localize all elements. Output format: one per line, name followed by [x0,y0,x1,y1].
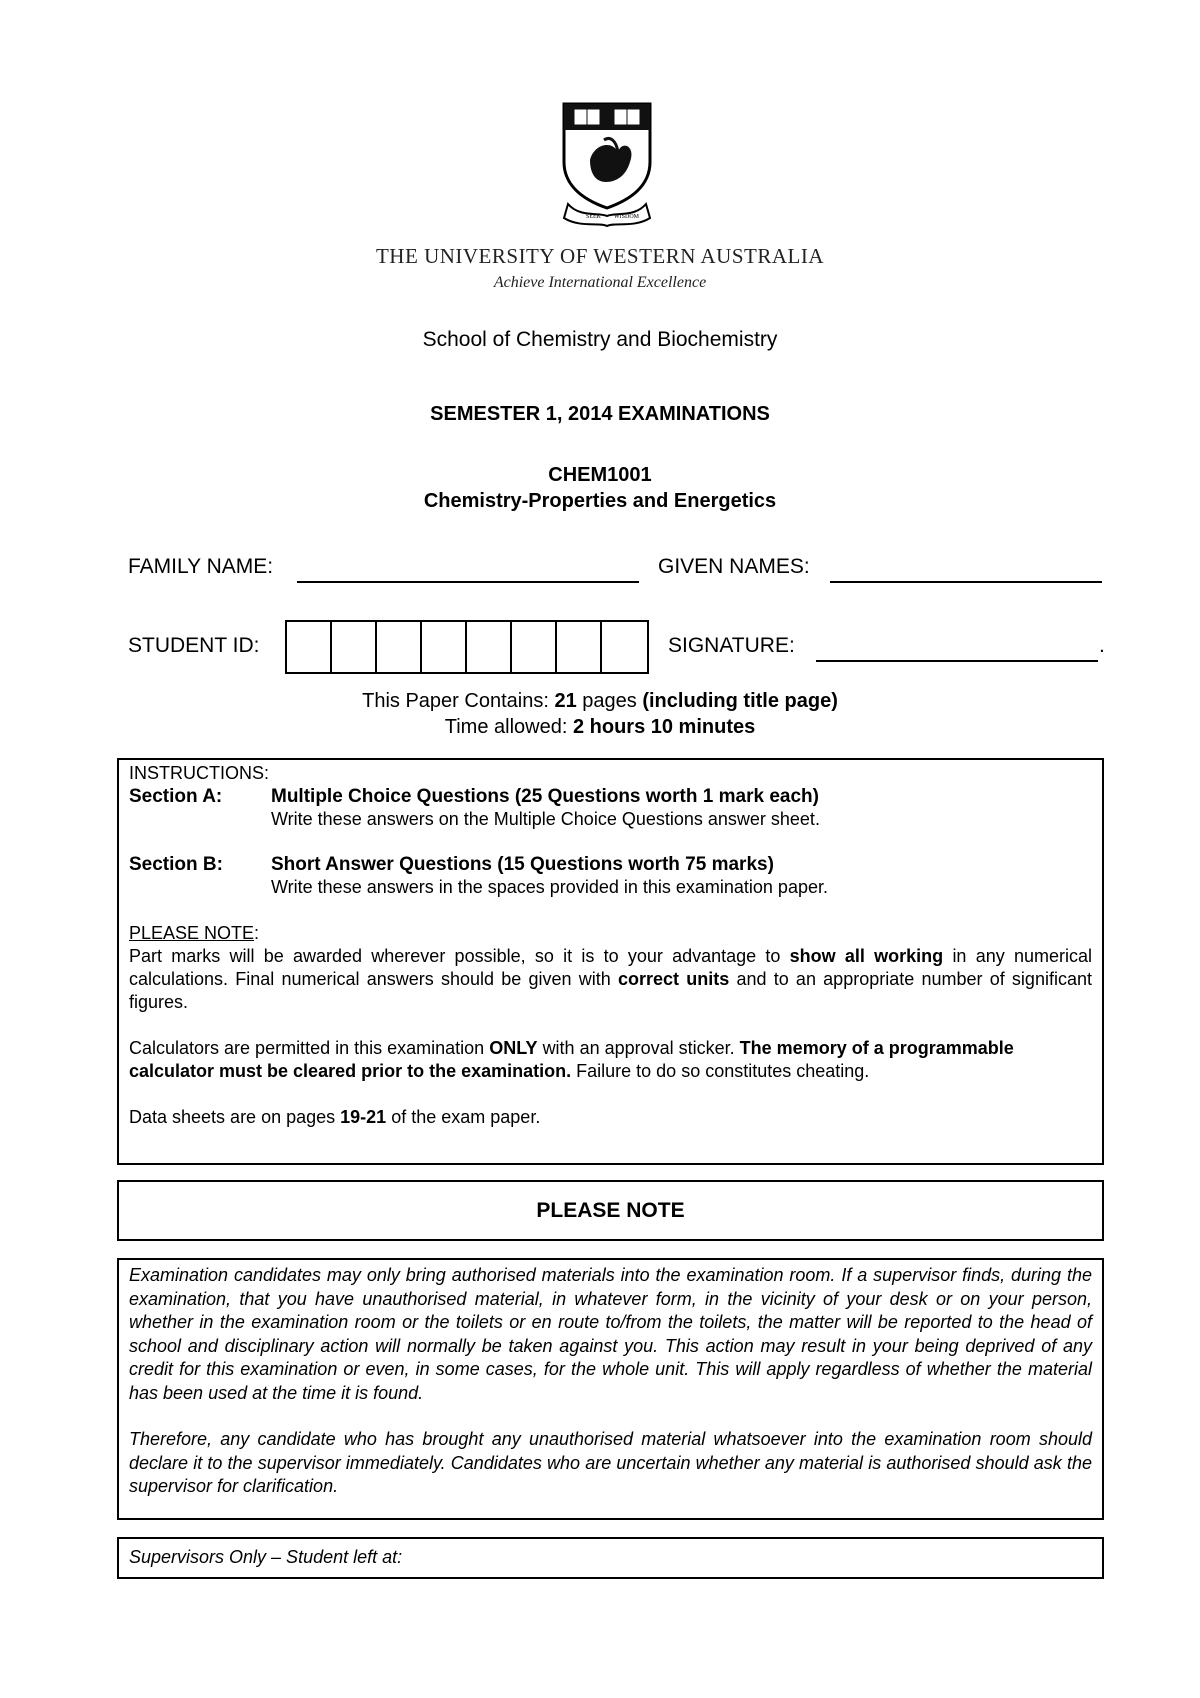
student-id-digit-box[interactable] [332,622,377,672]
paper-contains [0,690,1200,713]
school-name: School of Chemistry and Biochemistry [422,328,778,351]
data-text-2: of the exam paper. [391,1107,541,1127]
signature-end: . [1099,634,1105,657]
pages-unit: pages [582,690,637,712]
student-id-digit-box[interactable] [602,622,647,672]
section-b [129,853,1092,899]
data-pages: 19-21 [340,1107,387,1127]
section-b-title: Short Answer Questions (15 Questions worth 75 marks) [271,854,774,875]
section-a-title: Multiple Choice Questions (25 Questions worth 1 mark each) [271,786,819,807]
uni-name-the: THE [375,244,419,268]
signature-label: SIGNATURE: [668,634,795,657]
supervisors-text: Supervisors Only – Student left at: [129,1547,403,1567]
data-sheets-text [129,1106,1092,1129]
student-id-digit-box[interactable] [287,622,332,672]
family-name-label: FAMILY NAME: [128,555,274,578]
calc-bold-1: ONLY [489,1038,538,1058]
contains-label: This Paper Contains: [362,690,549,712]
instructions-box [117,758,1104,1165]
student-id-boxes[interactable] [285,620,649,674]
please-note-underlined: PLEASE NOTE [129,923,255,943]
course-title: Chemistry-Properties and Energetics [423,490,777,512]
please-note-heading: PLEASE NOTE [536,1198,685,1222]
given-names-label: GIVEN NAMES: [658,555,810,578]
part-marks-1: Part marks will be awarded wherever possible, so it is to your advantage to [129,946,781,966]
calculator-text [129,1037,1092,1083]
page-count: 21 [554,690,577,712]
part-marks-bold-2: correct units [617,969,730,989]
university-name [0,244,1200,269]
please-note-colon: : [254,923,260,943]
university-motto: Achieve International Excellence [493,274,707,291]
uni-name-of: OF [560,244,588,268]
student-id-digit-box[interactable] [422,622,467,672]
part-marks-3: and to an appropriate number of significant figures. [129,969,1092,1012]
uni-name-university: UNIVERSITY [424,244,555,268]
section-b-label: Section B: [129,854,223,875]
part-marks-2: in any numerical calculations. Final numerical answers should be given with [129,946,1092,989]
student-id-digit-box[interactable] [512,622,557,672]
pages-note: (including title page) [642,690,838,712]
time-allowed [0,716,1200,739]
student-id-digit-box[interactable] [557,622,602,672]
family-name-line[interactable] [297,563,639,583]
given-names-line[interactable] [830,563,1102,583]
please-note-subheading [129,922,1092,945]
instructions-heading: INSTRUCTIONS: [129,763,270,783]
please-note-para-1: Examination candidates may only bring authorised materials into the examination room. If a supervisor finds, during the examination, that you have unauthorised material, in whatever form, in the vicinity of your desk or on your person, whether in the examination room or the toilets or en route to/from the toilets, the matter will be reported to the head of school and disciplinary action will normally be taken against you. This action may result in your being deprived of any credit for this examination or even, in some cases, for the whole unit. This will apply regardless of whether the material has been used at the time it is found. [129,1265,1092,1403]
semester-title: SEMESTER 1, 2014 EXAMINATIONS [430,403,770,425]
data-text-1: Data sheets are on pages [129,1107,336,1127]
student-id-digit-box[interactable] [467,622,512,672]
crest-motto-left: SEEK [586,214,601,220]
calc-text-1: Calculators are permitted in this examination [129,1038,485,1058]
course-code: CHEM1001 [548,464,652,486]
section-a-desc: Write these answers on the Multiple Choice Questions answer sheet. [271,809,820,829]
student-id-digit-box[interactable] [377,622,422,672]
signature-line[interactable] [816,642,1098,662]
uni-name-australia: AUSTRALIA [700,244,825,268]
part-marks-bold-1: show all working [789,946,944,966]
section-a [129,785,1092,831]
calc-bold-2: The memory of a programmable calculator must be cleared prior to the examination. [129,1038,1014,1081]
part-marks-text [129,945,1092,1014]
calc-text-3: Failure to do so constitutes cheating. [576,1061,870,1081]
student-id-label: STUDENT ID: [128,634,260,657]
time-value: 2 hours 10 minutes [572,716,756,738]
calc-text-2: with an approval sticker. [542,1038,735,1058]
please-note-para-2: Therefore, any candidate who has brought any unauthorised material whatsoever into the examination room should declare it to the supervisor immediately. Candidates who are uncertain whether any material is authorised should ask the supervisor for clarification. [129,1429,1092,1496]
section-a-label: Section A: [129,786,223,807]
section-b-desc: Write these answers in the spaces provided in this examination paper. [271,877,828,897]
time-label: Time allowed: [444,716,568,738]
university-crest-icon [560,100,654,228]
uni-name-western: WESTERN [593,244,696,268]
supervisors-box [117,1537,1104,1579]
crest-motto-right: WISDOM [614,214,639,220]
please-note-body-box [117,1258,1104,1520]
please-note-heading-box [117,1180,1104,1241]
